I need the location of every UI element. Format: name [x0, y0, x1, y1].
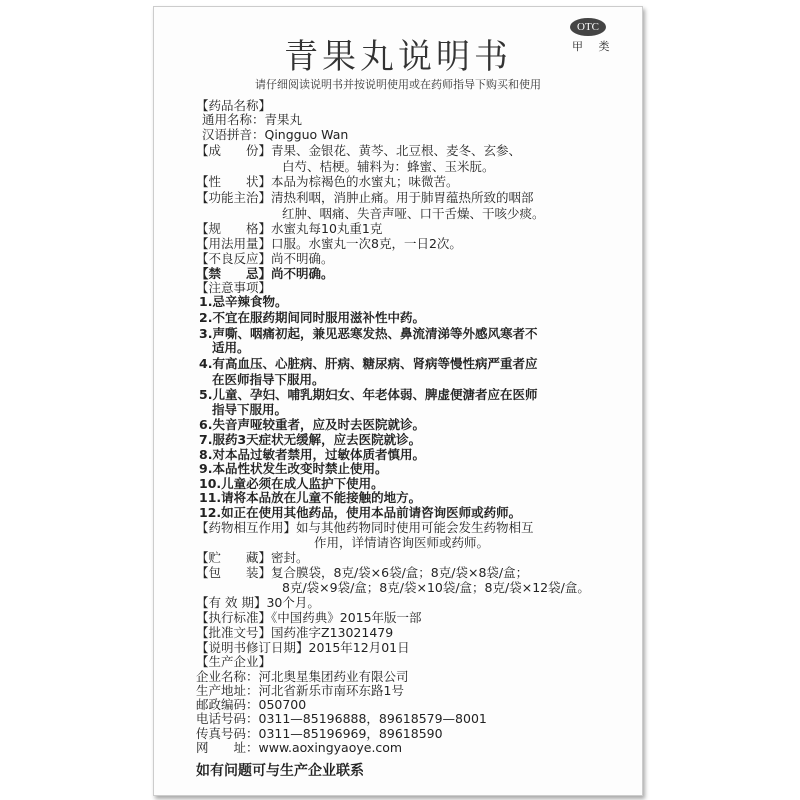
- text-line: 10.儿童必须在成人监护下使用。: [199, 476, 384, 491]
- subtitle: 请仔细阅读说明书并按说明使用或在药师指导下购买和使用: [255, 78, 541, 91]
- text-line: 汉语拼音：Qingguo Wan: [202, 127, 349, 142]
- text-line: 通用名称：青果丸: [202, 112, 303, 127]
- text-line: 6.失音声哑较重者，应及时去医院就诊。: [199, 417, 425, 432]
- text-line: 8克/袋×9袋/盒；8克/袋×10袋/盒；8克/袋×12袋/盒。: [282, 580, 590, 595]
- text-line: 【禁 忌】尚不明确。: [196, 266, 334, 281]
- text-line: 8.对本品过敏者禁用，过敏体质者慎用。: [199, 447, 425, 462]
- text-line: 电话号码：0311—85196888，89618579—8001: [196, 711, 487, 726]
- text-line: 【成 份】青果、金银花、黄芩、北豆根、麦冬、玄参、: [196, 143, 522, 158]
- text-line: 12.如正在使用其他药品，使用本品前请咨询医师或药师。: [199, 505, 522, 520]
- text-line: 【说明书修订日期】2015年12月01日: [196, 640, 410, 655]
- text-line: 生产地址：河北省新乐市南环东路1号: [196, 683, 404, 698]
- text-line: 7.服药3天症状无缓解，应去医院就诊。: [199, 432, 422, 447]
- text-line: 红肿、咽痛、失音声哑、口干舌燥、干咳少痰。: [282, 206, 545, 221]
- text-line: 作用，详情请咨询医师或药师。: [314, 535, 490, 550]
- text-line: 在医师指导下服用。: [212, 372, 325, 387]
- text-line: 3.声嘶、咽痛初起，兼见恶寒发热、鼻流清涕等外感风寒者不: [199, 326, 538, 341]
- text-line: 【有 效 期】30个月。: [196, 595, 320, 610]
- text-line: 【生产企业】: [196, 654, 272, 669]
- text-line: 2.不宜在服药期间同时服用滋补性中药。: [199, 310, 425, 325]
- text-line: 传真号码：0311—85196969，89618590: [196, 726, 443, 741]
- document-title: 青果丸说明书: [284, 37, 512, 77]
- text-line: 【规 格】水蜜丸每10丸重1克: [196, 221, 383, 236]
- text-line: 【包 装】复合膜袋，8克/袋×6袋/盒；8克/袋×8袋/盒；: [196, 565, 529, 580]
- text-line: 【注意事项】: [196, 280, 272, 295]
- text-line: 【药物相互作用】如与其他药物同时使用可能会发生药物相互: [196, 520, 534, 535]
- text-line: 4.有高血压、心脏病、肝病、糖尿病、肾病等慢性病严重者应: [199, 356, 538, 371]
- text-line: 【贮 藏】密封。: [196, 550, 309, 565]
- text-line: 【药品名称】: [196, 98, 272, 113]
- text-line: 适用。: [212, 340, 250, 355]
- text-line: 网 址：www.aoxingyaoye.com: [196, 740, 403, 755]
- otc-category: 甲 类: [572, 40, 616, 53]
- text-line: 1.忌辛辣食物。: [199, 294, 288, 309]
- text-line: 【不良反应】尚不明确。: [196, 251, 334, 266]
- text-line: 【批准文号】国药准字Z13021479: [196, 625, 394, 640]
- text-line: 【性 状】本品为棕褐色的水蜜丸；味微苦。: [196, 174, 459, 189]
- otc-badge: OTC: [570, 18, 606, 36]
- text-line: 企业名称：河北奥星集团药业有限公司: [196, 669, 409, 684]
- text-line: 9.本品性状发生改变时禁止使用。: [199, 461, 388, 476]
- footer-note: 如有问题可与生产企业联系: [196, 763, 364, 779]
- leaflet-page: [153, 6, 643, 796]
- text-line: 指导下服用。: [212, 402, 288, 417]
- text-line: 11.请将本品放在儿童不能接触的地方。: [199, 490, 422, 505]
- text-line: 5.儿童、孕妇、哺乳期妇女、年老体弱、脾虚便溏者应在医师: [199, 387, 538, 402]
- text-line: 邮政编码：050700: [196, 697, 307, 712]
- text-line: 【用法用量】口服。水蜜丸一次8克，一日2次。: [196, 236, 462, 251]
- text-line: 【执行标准】《中国药典》2015年版一部: [196, 610, 422, 625]
- text-line: 【功能主治】清热利咽，消肿止痛。用于肺胃蕴热所致的咽部: [196, 190, 534, 205]
- text-line: 白芍、桔梗。辅料为：蜂蜜、玉米朊。: [282, 159, 495, 174]
